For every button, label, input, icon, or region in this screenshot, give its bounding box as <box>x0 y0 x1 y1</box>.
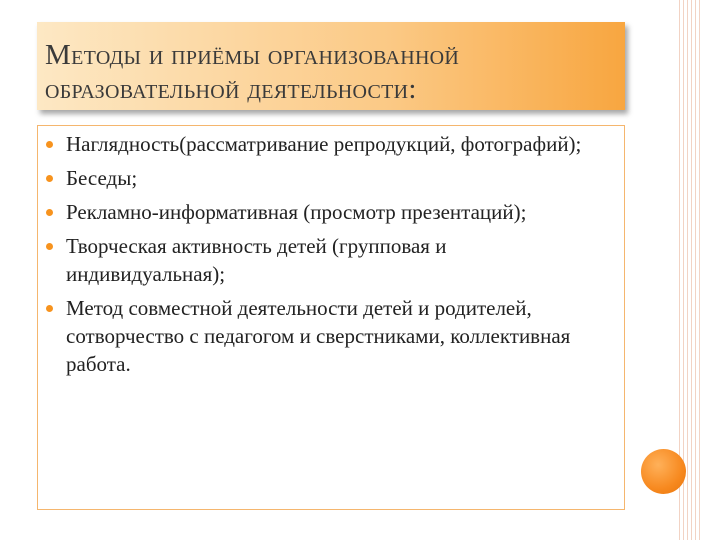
bullet-dot-icon <box>46 175 53 182</box>
list-item-text: Метод совместной деятельности детей и родителей, сотворчество с педагогом и сверстниками, коллективная работа. <box>66 296 571 376</box>
bullet-dot-icon <box>46 141 53 148</box>
orange-circle-decoration <box>641 449 686 494</box>
list-item <box>66 294 604 378</box>
list-item-text: Беседы; <box>66 166 138 190</box>
list-item <box>66 198 604 226</box>
bullet-dot-icon <box>46 305 53 312</box>
bullet-dot-icon <box>46 209 53 216</box>
list-item <box>66 164 604 192</box>
list-item-text: Творческая активность детей (групповая и индивидуальная); <box>66 234 447 286</box>
slide-title-line1: Методы и приёмы организованной <box>45 39 460 71</box>
slide-title-box <box>37 22 625 110</box>
bullet-dot-icon <box>46 243 53 250</box>
list-item-text: Рекламно-информативная (просмотр презентаций); <box>66 200 527 224</box>
bullet-list <box>66 130 604 378</box>
slide-title <box>45 38 615 106</box>
slide-title-line2: образовательной деятельности: <box>45 73 417 105</box>
list-item <box>66 130 604 158</box>
content-box <box>37 125 625 510</box>
list-item <box>66 232 604 288</box>
list-item-text: Наглядность(рассматривание репродукций, фотографий); <box>66 132 582 156</box>
